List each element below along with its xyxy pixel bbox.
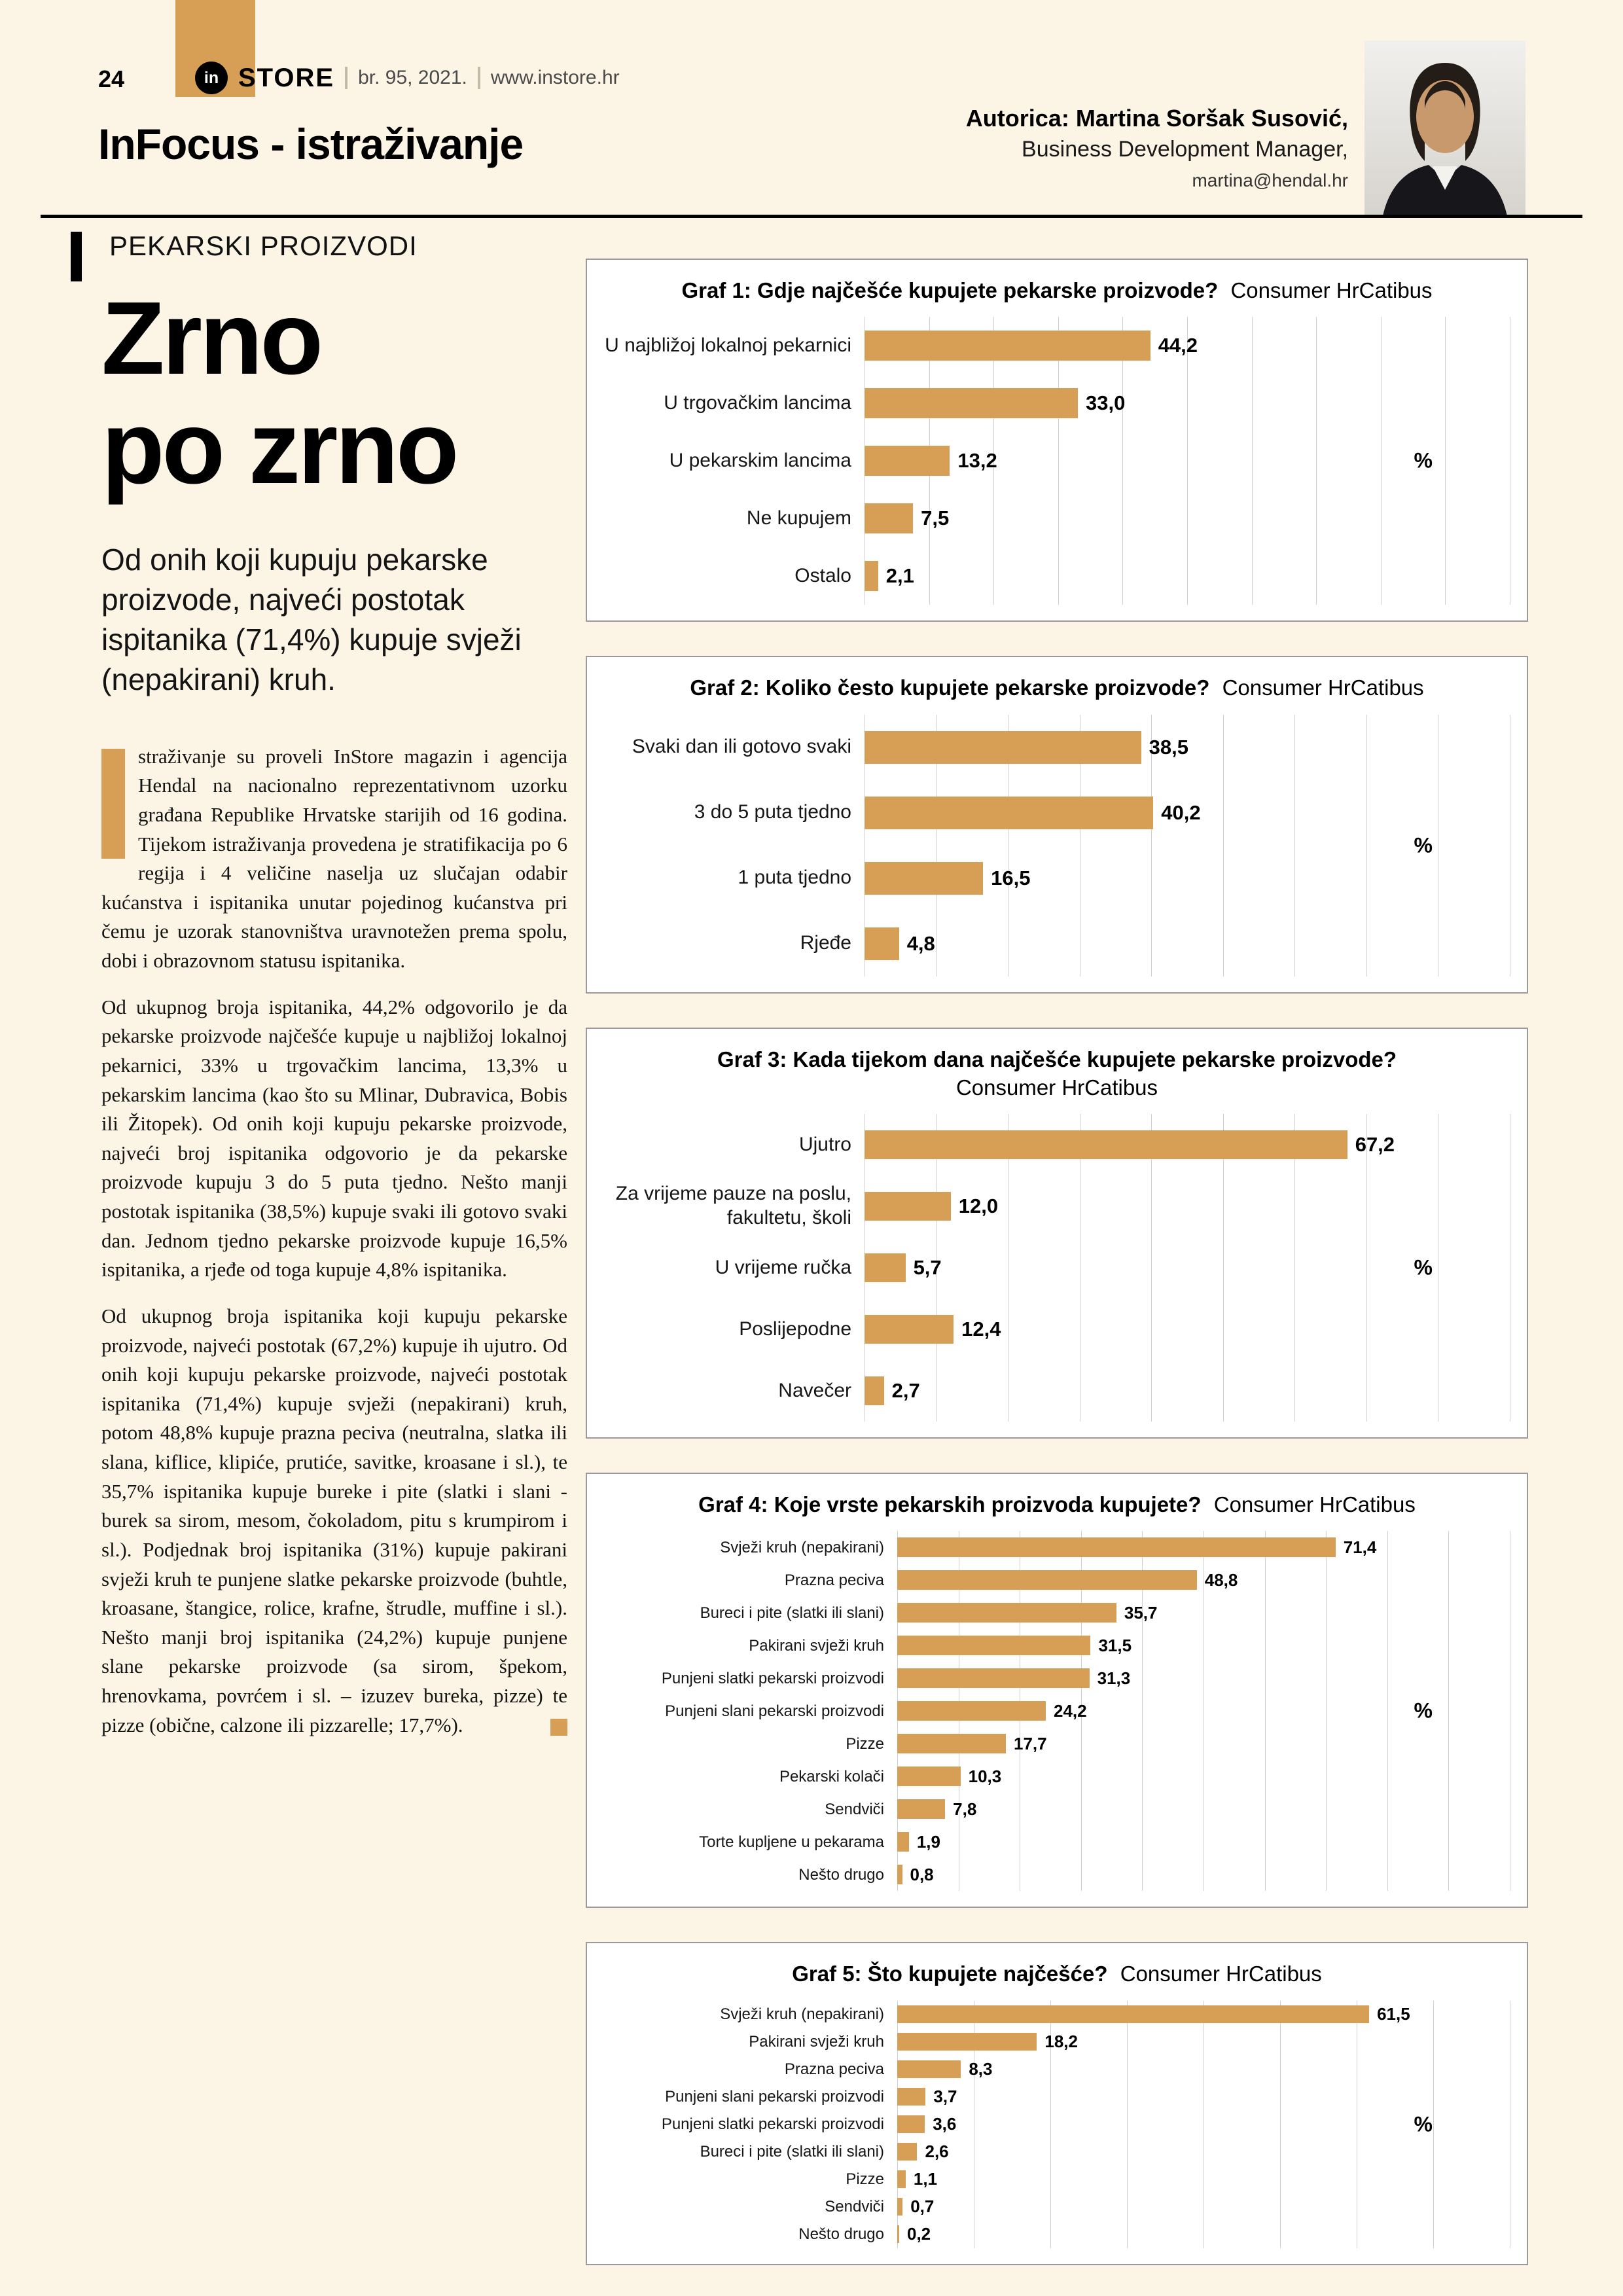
chart-row	[603, 2083, 1511, 2111]
chart-category-label: U trgovačkim lancima	[664, 391, 851, 414]
chart-category-label: Ne kupujem	[746, 507, 851, 529]
chart-value-label: 31,3	[1097, 1668, 1131, 1688]
chart-bar	[897, 2115, 925, 2133]
chart-bar-track	[897, 1531, 1511, 1564]
chart-bar-track	[865, 715, 1511, 780]
article-kicker: PEKARSKI PROIZVODI	[109, 230, 418, 261]
chart-source-text: Consumer HrCatibus	[1213, 1492, 1416, 1516]
chart-bar	[865, 388, 1078, 418]
chart-bar-track	[865, 1114, 1511, 1175]
chart-value-label: 1,9	[916, 1831, 940, 1852]
chart-plot-area	[603, 715, 1511, 977]
page-number: 24	[98, 65, 125, 92]
chart-bar-track	[897, 1662, 1511, 1695]
chart-source-text: Consumer HrCatibus	[1222, 675, 1424, 700]
chart-bar	[865, 731, 1141, 764]
chart-value-label: 24,2	[1053, 1700, 1087, 1721]
chart-bar-track	[865, 1175, 1511, 1237]
chart-title	[603, 1491, 1511, 1518]
chart-bar-track	[865, 1299, 1511, 1360]
chart-bar	[865, 1192, 951, 1221]
chart-row	[603, 1175, 1511, 1237]
chart-graf-3	[586, 1028, 1528, 1439]
paragraph-text: Od ukupnog broja ispitanika, 44,2% odgovorilo je da pekarske proizvode najčešće kupuje u najbližoj lokalnoj pekarnici, 33% u trgovačkim lancima, 13,3% u pekarskim lancima (kao što su Mlinar, Dubravica, Bobis ili Žitopek). Od onih koji kupuju pekarske proizvode, najveći broj ispitanika odgovorio je da pekarske proizvode kupuju 3 do 5 puta tjedno. Nešto manji postotak ispitanika (38,5%) kupuje svaki ili gotovo svaki dan. Jednom tjedno pekarske proizvode kupuje 16,5% ispitanika, a rjeđe od toga kupuje 4,8% ispitanika.	[101, 995, 567, 1282]
dropcap-letter-i	[101, 749, 125, 859]
author-name: Autorica: Martina Soršak Susović,	[965, 105, 1348, 132]
chart-bar	[865, 1315, 954, 1344]
chart-row	[603, 1360, 1511, 1422]
chart-bar	[897, 1537, 1336, 1557]
chart-title	[603, 1960, 1511, 1987]
paragraph-text: straživanje su proveli InStore magazin i agencija Hendal na nacionalno reprezentativnom uzorku građana Republike Hrvatske starijih od 16 godina. Tijekom istraživanja provedena je stratifikacija po 6 regija i 4 veličine naselja uz slučajan odabir kućanstva i ispitanika unutar pojedinog kućanstva pri čemu je uzorak stanovništva uravnotežen prema spolu, dobi i obrazovnom statusu ispitanika.	[101, 744, 567, 972]
chart-value-label: 7,8	[953, 1799, 977, 1819]
chart-row	[603, 2111, 1511, 2138]
chart-bar-track	[897, 2193, 1511, 2221]
chart-row	[603, 1564, 1511, 1596]
chart-bar-track	[865, 317, 1511, 374]
chart-value-label: 13,2	[957, 449, 997, 473]
chart-row	[603, 1662, 1511, 1695]
chart-category-label: Punjeni slatki pekarski proizvodi	[661, 1669, 884, 1687]
chart-category-label: Poslijepodne	[739, 1318, 851, 1340]
chart-bar	[897, 1865, 902, 1884]
chart-value-label: 2,6	[925, 2142, 949, 2161]
instore-logo-circle-icon: in	[195, 62, 228, 94]
chart-plot-area	[603, 1114, 1511, 1422]
chart-row	[603, 1531, 1511, 1564]
author-block	[966, 103, 1348, 192]
chart-source-text: Consumer HrCatibus	[955, 1075, 1158, 1100]
chart-bar-track	[865, 374, 1511, 432]
chart-category-label: Punjeni slani pekarski proizvodi	[665, 1702, 884, 1720]
chart-row	[603, 2221, 1511, 2248]
chart-bar	[897, 1636, 1090, 1655]
charts-column	[586, 259, 1528, 2265]
chart-row	[603, 374, 1511, 432]
chart-category-label: Rjeđe	[800, 932, 851, 954]
headline-line-2: po zrno	[101, 390, 457, 506]
instore-logo-text: STORE	[238, 63, 335, 92]
chart-value-label: 48,8	[1204, 1570, 1238, 1590]
chart-unit-label: %	[1414, 2112, 1433, 2136]
chart-category-label: Pakirani svježi kruh	[749, 2032, 884, 2051]
chart-row	[603, 317, 1511, 374]
chart-bar	[865, 927, 899, 960]
chart-value-label: 3,6	[933, 2114, 957, 2134]
chart-bar	[897, 2060, 961, 2078]
chart-unit-label: %	[1414, 448, 1433, 473]
article-paragraph	[101, 1302, 567, 1740]
chart-bar	[897, 2088, 925, 2106]
chart-bar-track	[897, 2221, 1511, 2248]
chart-row	[603, 2001, 1511, 2028]
chart-bar-track	[897, 1760, 1511, 1793]
issue-number: br. 95, 2021.	[358, 67, 467, 88]
chart-bar	[897, 1570, 1197, 1590]
chart-plot-area	[603, 317, 1511, 605]
chart-value-label: 18,2	[1044, 2032, 1078, 2051]
chart-bar-track	[897, 2028, 1511, 2056]
article-paragraph	[101, 993, 567, 1285]
chart-bar-track	[897, 1596, 1511, 1629]
chart-bar-track	[865, 911, 1511, 977]
chart-value-label: 31,5	[1098, 1635, 1132, 1655]
chart-bar	[865, 862, 983, 895]
chart-value-label: 12,4	[961, 1318, 1001, 1340]
chart-row	[603, 2138, 1511, 2166]
chart-row	[603, 1760, 1511, 1793]
chart-bar-track	[897, 2138, 1511, 2166]
chart-row	[603, 780, 1511, 846]
chart-category-label: Prazna peciva	[784, 2060, 884, 2078]
chart-value-label: 8,3	[969, 2059, 993, 2079]
chart-bar-track	[897, 1727, 1511, 1760]
chart-plot-area	[603, 2001, 1511, 2248]
chart-bar-track	[897, 2166, 1511, 2193]
chart-bar	[897, 1603, 1116, 1623]
chart-bar-track	[897, 2083, 1511, 2111]
chart-value-label: 35,7	[1124, 1602, 1158, 1623]
chart-value-label: 0,8	[910, 1864, 934, 1884]
chart-category-label: Nešto drugo	[798, 2225, 884, 2243]
chart-row	[603, 1237, 1511, 1299]
chart-category-label: U pekarskim lancima	[669, 449, 851, 471]
chart-category-label: Pakirani svježi kruh	[749, 1636, 884, 1655]
chart-category-label: Svježi kruh (nepakirani)	[720, 2005, 884, 2023]
chart-bar	[897, 2198, 902, 2215]
chart-bar	[897, 2005, 1369, 2023]
chart-category-label: 3 do 5 puta tjedno	[694, 801, 851, 823]
chart-graf-2	[586, 656, 1528, 993]
chart-bar	[897, 1799, 945, 1819]
chart-category-label: Navečer	[778, 1379, 851, 1401]
chart-category-label: Punjeni slatki pekarski proizvodi	[661, 2115, 884, 2133]
chart-category-label: U vrijeme ručka	[715, 1256, 851, 1278]
author-portrait-illustration	[1364, 41, 1525, 216]
chart-category-label: Nešto drugo	[798, 1865, 884, 1884]
author-email: martina@hendal.hr	[1192, 170, 1348, 190]
chart-bar	[865, 331, 1150, 361]
chart-bar-track	[897, 1858, 1511, 1891]
chart-title-text: Graf 2: Koliko često kupujete pekarske proizvode?	[690, 675, 1210, 700]
article-body	[101, 742, 567, 1740]
chart-title-text: Graf 1: Gdje najčešće kupujete pekarske proizvode?	[681, 278, 1219, 302]
chart-row	[603, 911, 1511, 977]
chart-value-label: 44,2	[1158, 334, 1198, 357]
chart-value-label: 67,2	[1355, 1133, 1395, 1156]
article-lead: Od onih koji kupuju pekarske proizvode, najveći postotak ispitanika (71,4%) kupuje svježi (nepakirani) kruh.	[101, 542, 522, 697]
chart-title	[603, 1046, 1511, 1102]
chart-plot-area	[603, 1531, 1511, 1891]
chart-unit-label: %	[1414, 1255, 1433, 1280]
author-photo	[1364, 41, 1525, 216]
chart-value-label: 1,1	[913, 2169, 938, 2189]
chart-value-label: 33,0	[1086, 391, 1126, 415]
kicker-bar	[71, 232, 82, 281]
chart-title-text: Graf 5: Što kupujete najčešće?	[792, 1962, 1108, 1986]
article-column	[101, 230, 567, 1740]
chart-value-label: 2,1	[885, 564, 914, 588]
chart-title	[603, 674, 1511, 701]
instore-logo-row	[195, 62, 620, 94]
chart-category-label: Svježi kruh (nepakirani)	[720, 1538, 884, 1556]
chart-category-label: Punjeni slani pekarski proizvodi	[665, 2087, 884, 2106]
chart-graf-4	[586, 1473, 1528, 1908]
chart-row	[603, 2166, 1511, 2193]
chart-value-label: 71,4	[1343, 1537, 1377, 1557]
article-headline	[101, 281, 567, 506]
chart-category-label: U najbližoj lokalnoj pekarnici	[605, 334, 851, 356]
chart-row	[603, 1299, 1511, 1360]
chart-graf-5	[586, 1942, 1528, 2265]
chart-graf-1	[586, 259, 1528, 622]
chart-row	[603, 1858, 1511, 1891]
chart-bar-track	[897, 1629, 1511, 1662]
chart-bar-track	[897, 2056, 1511, 2083]
chart-value-label: 4,8	[906, 931, 935, 955]
chart-source-text: Consumer HrCatibus	[1120, 1962, 1322, 1986]
chart-bar	[897, 2033, 1037, 2051]
chart-bar	[897, 2225, 899, 2243]
chart-value-label: 0,2	[907, 2224, 931, 2244]
chart-row	[603, 1596, 1511, 1629]
paragraph-text: Od ukupnog broja ispitanika koji kupuju pekarske proizvode, najveći postotak (67,2%) kupuje ih ujutro. Od onih koji kupuju pekarske proizvode, najveći postotak ispitanika (71,4%) kupuje svježi (nepakirani) kruh, potom 48,8% kupuje prazna peciva (neutralna, slatka ili slana, kiflice, klipiće, prutiće, savitke, kroasane i sl.), te 35,7% ispitanika kupuje bureke i pite (slatki i slani - burek sa sirom, mesom, čokoladom, pitu s krumpirom i sl.). Podjednak broj ispitanika (31%) kupuje pakirani svježi kruh te punjene slatke pekarske proizvode (buhtle, kroasane, štangice, rolice, krafne, štrudle, muffine i sl.). Nešto manji broj ispitanika (24,2%) kupuje punjene slane pekarske proizvode (sa sirom, špekom, hrenovkama, povrćem i sl. – izuzev bureka, pizze) te pizze (obične, calzone ili pizzarelle; 17,7%).	[101, 1304, 567, 1736]
chart-category-label: Svaki dan ili gotovo svaki	[632, 736, 851, 758]
chart-bar	[865, 446, 950, 476]
chart-row	[603, 547, 1511, 605]
article-end-mark	[550, 1719, 567, 1736]
chart-bar	[865, 561, 878, 591]
chart-value-label: 5,7	[913, 1256, 942, 1279]
chart-bar	[897, 1701, 1046, 1721]
chart-category-label: Prazna peciva	[784, 1571, 884, 1589]
chart-row	[603, 1695, 1511, 1727]
chart-value-label: 10,3	[968, 1766, 1002, 1786]
headline-line-1: Zrno	[101, 281, 321, 396]
chart-row	[603, 432, 1511, 490]
chart-value-label: 61,5	[1377, 2004, 1410, 2024]
chart-category-label: Ostalo	[794, 564, 851, 586]
chart-bar	[865, 1130, 1347, 1159]
header-rule	[41, 215, 1582, 218]
chart-row	[603, 1629, 1511, 1662]
chart-category-label: Sendviči	[825, 2197, 884, 2215]
chart-category-label: Bureci i pite (slatki ili slani)	[700, 2142, 884, 2161]
article-paragraph	[101, 742, 567, 976]
chart-value-label: 16,5	[991, 866, 1031, 889]
chart-category-label: Torte kupljene u pekarama	[699, 1833, 884, 1851]
masthead-divider	[345, 67, 348, 89]
chart-title-text: Graf 4: Koje vrste pekarskih proizvoda kupujete?	[698, 1492, 1202, 1516]
chart-row	[603, 1793, 1511, 1825]
chart-bar	[897, 2170, 906, 2188]
chart-category-label: Pizze	[846, 1734, 884, 1753]
chart-category-label: Za vrijeme pauze na poslu, fakultetu, školi	[615, 1183, 851, 1229]
chart-row	[603, 715, 1511, 780]
chart-row	[603, 2028, 1511, 2056]
chart-bar	[865, 1376, 884, 1405]
chart-category-label: 1 puta tjedno	[738, 867, 851, 889]
chart-unit-label: %	[1414, 833, 1433, 857]
chart-bar-track	[897, 1793, 1511, 1825]
masthead-divider	[478, 67, 480, 89]
chart-bar	[897, 1832, 909, 1852]
chart-row	[603, 1114, 1511, 1175]
chart-bar-track	[897, 1825, 1511, 1858]
chart-unit-label: %	[1414, 1698, 1433, 1723]
chart-row	[603, 490, 1511, 547]
chart-title	[603, 277, 1511, 304]
chart-category-label: Bureci i pite (slatki ili slani)	[700, 1604, 884, 1622]
chart-bar	[897, 1668, 1090, 1688]
chart-row	[603, 846, 1511, 911]
chart-bar	[897, 2143, 917, 2161]
chart-value-label: 0,7	[910, 2197, 935, 2216]
website-url: www.instore.hr	[490, 67, 620, 88]
chart-value-label: 2,7	[891, 1379, 920, 1402]
chart-value-label: 3,7	[933, 2087, 957, 2106]
chart-bar	[897, 1734, 1006, 1753]
chart-value-label: 17,7	[1014, 1733, 1047, 1753]
chart-value-label: 12,0	[958, 1194, 999, 1217]
chart-category-label: Ujutro	[798, 1133, 851, 1155]
chart-row	[603, 2193, 1511, 2221]
chart-bar-track	[865, 1360, 1511, 1422]
chart-bar	[897, 1767, 961, 1786]
chart-row	[603, 1727, 1511, 1760]
chart-row	[603, 2056, 1511, 2083]
chart-bar-track	[897, 1564, 1511, 1596]
section-title: InFocus - istraživanje	[98, 120, 524, 168]
chart-category-label: Sendviči	[825, 1800, 884, 1818]
chart-title-text: Graf 3: Kada tijekom dana najčešće kupujete pekarske proizvode?	[717, 1047, 1397, 1071]
author-role: Business Development Manager,	[1022, 137, 1348, 162]
chart-source-text: Consumer HrCatibus	[1230, 278, 1433, 302]
chart-bar	[865, 503, 913, 533]
chart-row	[603, 1825, 1511, 1858]
chart-bar-track	[897, 2001, 1511, 2028]
chart-value-label: 38,5	[1149, 735, 1188, 759]
chart-category-label: Pekarski kolači	[779, 1767, 884, 1785]
chart-bar-track	[865, 490, 1511, 547]
chart-value-label: 7,5	[921, 507, 950, 530]
chart-bar	[865, 797, 1153, 829]
chart-bar-track	[865, 547, 1511, 605]
chart-bar	[865, 1253, 906, 1282]
chart-value-label: 40,2	[1161, 800, 1201, 824]
chart-category-label: Pizze	[846, 2170, 884, 2188]
